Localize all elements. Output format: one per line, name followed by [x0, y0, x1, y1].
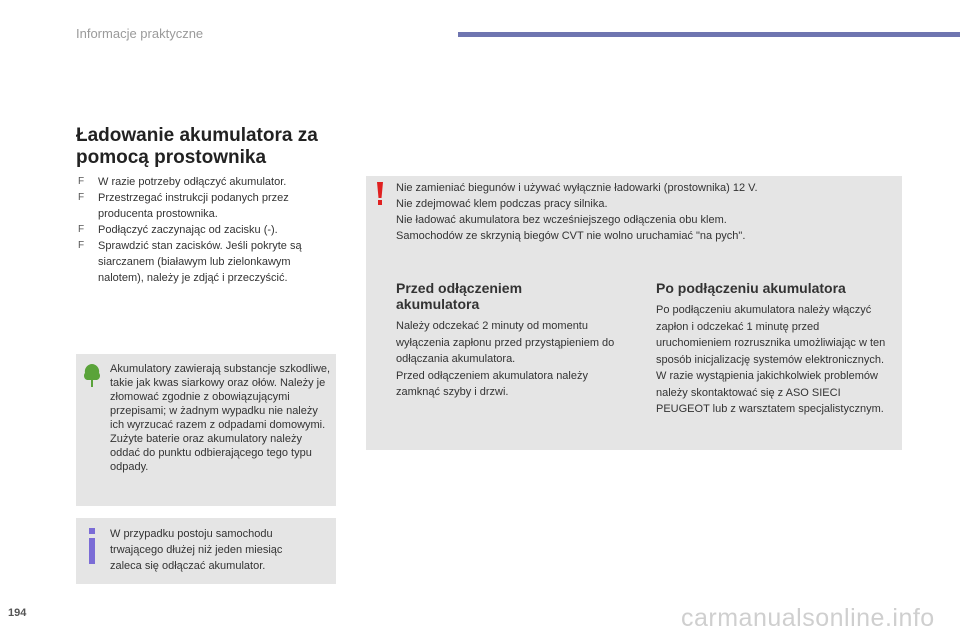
warning-line: Nie zamieniać biegunów i używać wyłącznie ładowarki (prostownika) 12 V. [396, 182, 758, 194]
after-connect-text: Po podłączeniu akumulatora należy włączyć zapłon i odczekać 1 minutę przed uruchomieniem rozrusznika umożliwiając w ten sposób inicjalizację systemów elektronicznych. W razie wystąpienia jakichkolwiek problemów należy skontaktować się z ASO SIECI PEUGEOT lub z warsztatem specjalistycznym. [656, 304, 886, 415]
info-note-box [76, 518, 336, 584]
warning-box [366, 176, 902, 450]
bullet-glyph: F [78, 240, 85, 251]
header-bar [458, 32, 960, 37]
exclamation-icon [376, 182, 384, 206]
section-title: Ładowanie akumulatora za pomocą prostownika [76, 125, 318, 168]
list-item-text: W razie potrzeby odłączyć akumulator. [98, 176, 287, 188]
bullet-glyph: F [78, 224, 85, 235]
warning-line: Samochodów ze skrzynią biegów CVT nie wolno uruchamiać "na pych". [396, 230, 746, 242]
warning-text [396, 180, 896, 244]
eco-note-line: Zużyte baterie oraz akumulatory należy oddać do punktu odbierającego tego typu odpady. [110, 433, 312, 473]
list-item-text: Sprawdzić stan zacisków. Jeśli pokryte są siarczanem (białawym lub zielonkawym nalotem), należy je zdjąć i przeczyścić. [98, 240, 302, 284]
list-item [76, 238, 338, 286]
before-disconnect-title: Przed odłączeniem akumulatora [396, 280, 523, 312]
info-note-text: W przypadku postoju samochodu trwającego dłużej niż jeden miesiąc zaleca się odłączać akumulator. [110, 528, 283, 572]
before-disconnect-text [396, 318, 628, 401]
warning-line: Nie ładować akumulatora bez wcześniejszego odłączenia obu klem. [396, 214, 727, 226]
watermark: carmanualsonline.info [681, 604, 935, 632]
before-disconnect-line: Należy odczekać 2 minuty od momentu wyłączenia zapłonu przed przystąpieniem do odłączania akumulatora. [396, 320, 615, 365]
instruction-list [76, 174, 338, 286]
page-number: 194 [8, 607, 27, 619]
info-icon [86, 528, 98, 564]
list-item-text: Podłączyć zaczynając od zacisku (-). [98, 224, 278, 236]
eco-note-text [110, 362, 332, 474]
warning-line: Nie zdejmować klem podczas pracy silnika. [396, 198, 608, 210]
bullet-glyph: F [78, 176, 85, 187]
list-item [76, 190, 338, 222]
leaf-icon [82, 362, 102, 388]
bullet-glyph: F [78, 192, 85, 203]
header-title: Informacje praktyczne [76, 26, 204, 41]
after-connect-title: Po podłączeniu akumulatora [656, 280, 846, 296]
eco-note-line: Akumulatory zawierają substancje szkodliwe, takie jak kwas siarkowy oraz ołów. Należy je złomować zgodnie z obowiązującymi przepisami; w żadnym wypadku nie należy ich wyrzucać razem z odpadami domowymi. [110, 363, 331, 431]
eco-note-box [76, 354, 336, 506]
before-disconnect-line: Przed odłączeniem akumulatora należy zamknąć szyby i drzwi. [396, 369, 588, 398]
list-item-text: Przestrzegać instrukcji podanych przez producenta prostownika. [98, 192, 289, 220]
list-item [76, 222, 338, 238]
list-item [76, 174, 338, 190]
